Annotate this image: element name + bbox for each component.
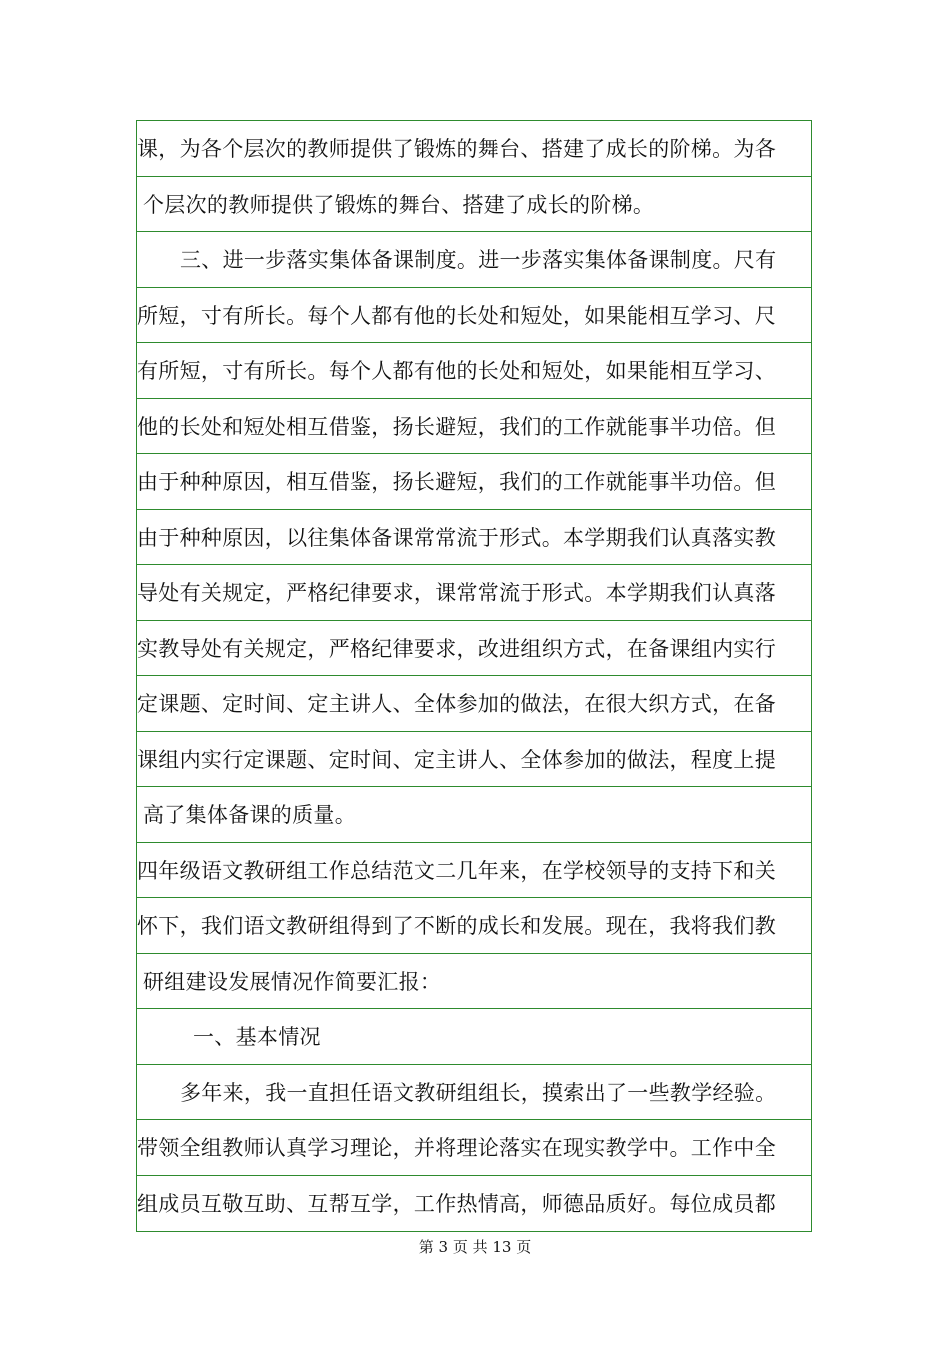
text-line: 怀下，我们语文教研组得到了不断的成长和发展。现在，我将我们教 bbox=[137, 898, 811, 954]
text-line: 定课题、定时间、定主讲人、全体参加的做法，在很大织方式，在备 bbox=[137, 676, 811, 732]
section-heading-line: 三、进一步落实集体备课制度。进一步落实集体备课制度。尺有 bbox=[137, 232, 811, 288]
text-line: 由于种种原因，以往集体备课常常流于形式。本学期我们认真落实教 bbox=[137, 510, 811, 566]
text-line: 个层次的教师提供了锻炼的舞台、搭建了成长的阶梯。 bbox=[137, 177, 811, 233]
text-line: 他的长处和短处相互借鉴，扬长避短，我们的工作就能事半功倍。但 bbox=[137, 399, 811, 455]
article-title-line: 四年级语文教研组工作总结范文二几年来，在学校领导的支持下和关 bbox=[137, 843, 811, 899]
text-line: 有所短，寸有所长。每个人都有他的长处和短处，如果能相互学习、 bbox=[137, 343, 811, 399]
text-line: 带领全组教师认真学习理论，并将理论落实在现实教学中。工作中全 bbox=[137, 1120, 811, 1176]
text-line: 高了集体备课的质量。 bbox=[137, 787, 811, 843]
text-line: 由于种种原因，相互借鉴，扬长避短，我们的工作就能事半功倍。但 bbox=[137, 454, 811, 510]
text-line: 课，为各个层次的教师提供了锻炼的舞台、搭建了成长的阶梯。为各 bbox=[137, 121, 811, 177]
text-line: 研组建设发展情况作简要汇报： bbox=[137, 954, 811, 1010]
text-line: 所短，寸有所长。每个人都有他的长处和短处，如果能相互学习、尺 bbox=[137, 288, 811, 344]
text-line: 组成员互敬互助、互帮互学，工作热情高，师德品质好。每位成员都 bbox=[137, 1192, 776, 1217]
text-line: 课组内实行定课题、定时间、定主讲人、全体参加的做法，程度上提 bbox=[137, 732, 811, 788]
section-heading-line: 一、基本情况 bbox=[137, 1009, 811, 1065]
document-page-frame bbox=[136, 120, 812, 1232]
text-line: 实教导处有关规定，严格纪律要求，改进组织方式，在备课组内实行 bbox=[137, 621, 811, 677]
text-line: 导处有关规定，严格纪律要求，课常常流于形式。本学期我们认真落 bbox=[137, 565, 811, 621]
text-line: 多年来，我一直担任语文教研组组长，摸索出了一些教学经验。 bbox=[137, 1065, 811, 1121]
page-number-footer: 第 3 页 共 13 页 bbox=[418, 1238, 532, 1256]
